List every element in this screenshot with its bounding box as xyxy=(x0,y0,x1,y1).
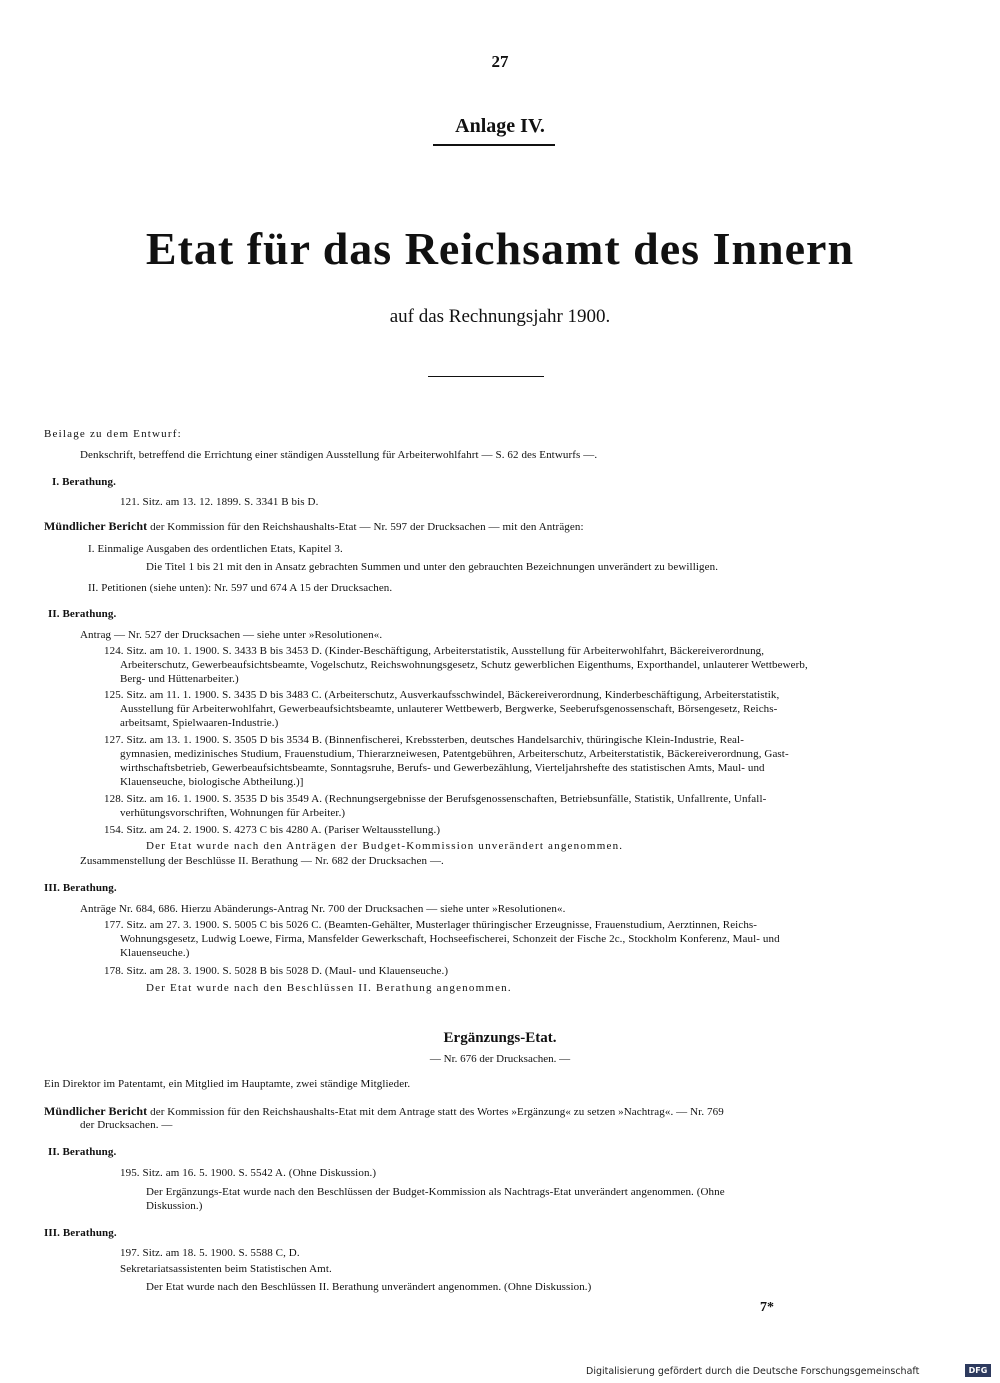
third-reading-heading: III. Berathung. xyxy=(44,882,117,894)
beilage-heading: Beilage zu dem Entwurf: xyxy=(44,428,182,440)
session-195: 195. Sitz. am 16. 5. 1900. S. 5542 A. (Ohne Diskussion.) xyxy=(120,1167,377,1179)
first-reading-heading: I. Berathung. xyxy=(52,476,116,488)
second-reading-antrag: Antrag — Nr. 527 der Drucksachen — siehe unter »Resolutionen«. xyxy=(80,629,383,641)
report-1-bold: Mündlicher Bericht xyxy=(44,519,148,533)
supplement-title: Ergänzungs-Etat. xyxy=(443,1030,557,1046)
session-197: 197. Sitz. am 18. 5. 1900. S. 5588 C, D. xyxy=(120,1247,300,1259)
dfg-logo-icon: DFG xyxy=(965,1364,991,1377)
session-195-result-line-2: Diskussion.) xyxy=(146,1200,203,1212)
footer-credit: Digitalisierung gefördert durch die Deutsche Forschungsgemeinschaft xyxy=(586,1366,920,1377)
session-124-line-1: 124. Sitz. am 10. 1. 1900. S. 3433 B bis 3453 D. (Kinder-Beschäftigung, Arbeiterstatistik, Ausstellung für Arbeiterwohlfahrt, Bäckereiverordnung, xyxy=(104,645,765,657)
session-127-line-4: Klauenseuche, biologische Abtheilung.)] xyxy=(120,776,304,788)
third-reading-result: Der Etat wurde nach den Beschlüssen II. Berathung angenommen. xyxy=(146,982,512,994)
session-197-result: Der Etat wurde nach den Beschlüssen II. Berathung unverändert angenommen. (Ohne Diskussion.) xyxy=(146,1281,592,1293)
supplement-second-reading-heading: II. Berathung. xyxy=(48,1146,117,1158)
session-154: 154. Sitz. am 24. 2. 1900. S. 4273 C bis 4280 A. (Pariser Weltausstellung.) xyxy=(104,824,441,836)
supplement-staff: Ein Direktor im Patentamt, ein Mitglied im Hauptamte, zwei ständige Mitglieder. xyxy=(44,1078,411,1090)
report-1-item-3: II. Petitionen (siehe unten): Nr. 597 und 674 A 15 der Drucksachen. xyxy=(88,582,393,594)
session-124-line-3: Berg- und Hüttenarbeiter.) xyxy=(120,673,239,685)
report-1-text: der Kommission für den Reichshaushalts-Etat — Nr. 597 der Drucksachen — mit den Anträgen: xyxy=(150,521,584,533)
report-2-bold: Mündlicher Bericht xyxy=(44,1104,148,1118)
report-1 xyxy=(44,520,584,534)
second-reading-result: Der Etat wurde nach den Anträgen der Budget-Kommission unverändert angenommen. xyxy=(146,840,624,852)
second-reading-heading: II. Berathung. xyxy=(48,608,117,620)
appendix-label: Anlage IV. xyxy=(455,115,545,137)
beilage-text: Denkschrift, betreffend die Errichtung einer ständigen Ausstellung für Arbeiterwohlfahrt — S. 62 des Entwurfs —. xyxy=(80,449,598,461)
report-2-text: der Kommission für den Reichshaushalts-Etat mit dem Antrage statt des Wortes »Ergänzung« zu setzen »Nachtrag«. — Nr. 769 xyxy=(150,1106,724,1118)
appendix-underline xyxy=(433,144,555,146)
session-178: 178. Sitz. am 28. 3. 1900. S. 5028 B bis 5028 D. (Maul- und Klauenseuche.) xyxy=(104,965,449,977)
session-177-line-1: 177. Sitz. am 27. 3. 1900. S. 5005 C bis 5026 C. (Beamten-Gehälter, Musterlager thüringischer Erzeugnisse, Frauenstudium, Aerztinnen, Reichs- xyxy=(104,919,758,931)
report-2-line-2: der Drucksachen. — xyxy=(80,1119,173,1131)
page-title: Etat für das Reichsamt des Innern xyxy=(145,223,855,274)
page-subtitle: auf das Rechnungsjahr 1900. xyxy=(389,306,611,327)
supplement-reference: — Nr. 676 der Drucksachen. — xyxy=(429,1053,571,1065)
report-1-item-2: Die Titel 1 bis 21 mit den in Ansatz gebrachten Summen und unter den gebrauchten Bezeichnungen unverändert zu bewilligen. xyxy=(146,561,719,573)
session-127-line-2: gymnasien, medizinisches Studium, Frauenstudium, Thierarzneiwesen, Patentgebühren, Arbeiterschutz, Arbeiterstatistik, Bäckereiverordnung, Gast- xyxy=(120,748,789,760)
second-reading-summary: Zusammenstellung der Beschlüsse II. Berathung — Nr. 682 der Drucksachen —. xyxy=(80,855,444,867)
session-128-line-1: 128. Sitz. am 16. 1. 1900. S. 3535 D bis 3549 A. (Rechnungsergebnisse der Berufsgenossenschaften, Betriebsunfälle, Statistik, Unfallrente, Unfall- xyxy=(104,793,767,805)
session-195-result-line-1: Der Ergänzungs-Etat wurde nach den Beschlüssen der Budget-Kommission als Nachtrags-Etat unverändert angenommen. (Ohne xyxy=(146,1186,725,1198)
session-125-line-3: arbeitsamt, Spielwaaren-Industrie.) xyxy=(120,717,279,729)
session-125-line-1: 125. Sitz. am 11. 1. 1900. S. 3435 D bis 3483 C. (Arbeiterschutz, Ausverkaufsschwindel, Bäckereiverordnung, Kinderbeschäftigung, Arbeiterstatistik, xyxy=(104,689,780,701)
session-125-line-2: Ausstellung für Arbeiterwohlfahrt, Gewerbeaufsichtsbeamte, unlauterer Wettbewerb, Bergwerke, Seeberufsgenossenschaft, Börsengesetz, Reichs- xyxy=(120,703,778,715)
sheet-signature: 7* xyxy=(760,1300,774,1315)
report-2-line-1 xyxy=(44,1105,724,1119)
session-127-line-3: wirthschaftsbetrieb, Gewerbeaufsichtsbeamte, Sonntagsruhe, Berufs- und Gewerbezählung, Vierteljahrshefte des statistischen Amts, Maul- und xyxy=(120,762,765,774)
supplement-third-reading-heading: III. Berathung. xyxy=(44,1227,117,1239)
third-reading-antraege: Anträge Nr. 684, 686. Hierzu Abänderungs-Antrag Nr. 700 der Drucksachen — siehe unter »Resolutionen«. xyxy=(80,903,566,915)
session-128-line-2: verhütungsvorschriften, Wohnungen für Arbeiter.) xyxy=(120,807,346,819)
title-divider xyxy=(428,376,544,377)
session-124-line-2: Arbeiterschutz, Gewerbeaufsichtsbeamte, Vogelschutz, Reichswohnungsgesetz, Schutz gewerblichen Eigenthums, Exporthandel, unlauterer Wettbewerb, xyxy=(120,659,808,671)
session-177-line-3: Klauenseuche.) xyxy=(120,947,190,959)
session-177-line-2: Wohnungsgesetz, Ludwig Loewe, Firma, Mansfelder Gewerkschaft, Hochseefischerei, Schonzeit der Fische 2c., Stockholm Konferenz, Maul- und xyxy=(120,933,780,945)
report-1-item-1: I. Einmalige Ausgaben des ordentlichen Etats, Kapitel 3. xyxy=(88,543,343,555)
session-197-note: Sekretariatsassistenten beim Statistischen Amt. xyxy=(120,1263,332,1275)
page-number: 27 xyxy=(491,52,509,71)
session-121: 121. Sitz. am 13. 12. 1899. S. 3341 B bis D. xyxy=(120,496,319,508)
session-127-line-1: 127. Sitz. am 13. 1. 1900. S. 3505 D bis 3534 B. (Binnenfischerei, Krebssterben, deutsches Handelsarchiv, thüringische Klein-Industrie, Real- xyxy=(104,734,744,746)
